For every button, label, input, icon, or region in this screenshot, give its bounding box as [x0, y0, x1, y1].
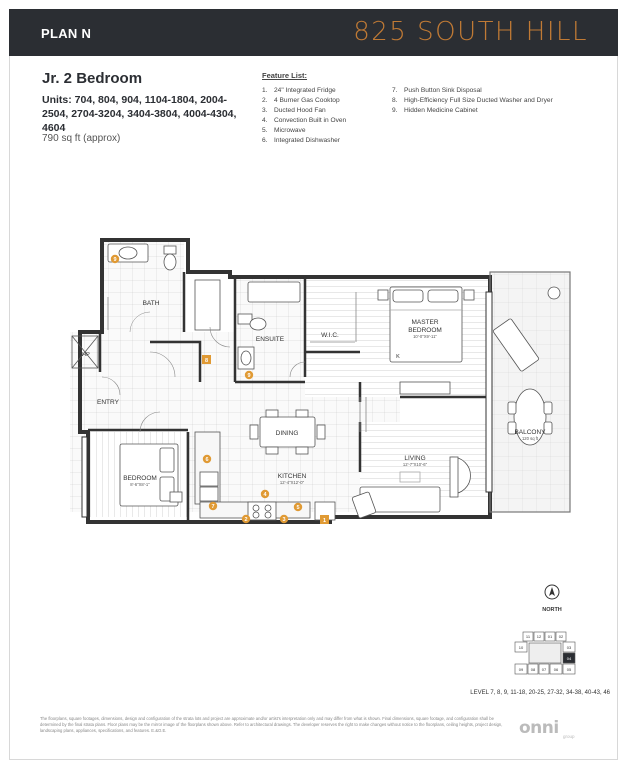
svg-text:9: 9	[113, 257, 117, 263]
key-cell-label: 09	[518, 667, 524, 672]
room-label-master-bedroom: BEDROOM	[408, 327, 442, 334]
compass-icon	[544, 584, 560, 600]
room-label-wic: W.I.C.	[321, 332, 339, 339]
units-list	[42, 93, 252, 135]
svg-text:9: 9	[247, 373, 251, 379]
feature-item: 3. Ducted Hood Fan	[262, 107, 326, 114]
feature-list	[262, 71, 602, 144]
levels-text: LEVEL 7, 8, 9, 11-18, 20-25, 27-32, 34-38, 40-43, 46	[470, 690, 610, 696]
room-label-k: K	[396, 354, 400, 360]
feature-item: 9. Hidden Medicine Cabinet	[392, 107, 478, 114]
feature-column-2	[392, 86, 553, 116]
svg-text:7: 7	[211, 504, 215, 510]
key-cell-label: 10	[518, 645, 524, 650]
floor-plan-drawing	[60, 232, 580, 532]
feature-item: 7. Push Button Sink Disposal	[392, 87, 482, 94]
key-cell-label: 01	[547, 634, 553, 639]
room-dim-living: 12'-7"X10'-6"	[402, 462, 428, 467]
feature-item: 4. Convection Built in Oven	[262, 117, 347, 124]
onni-logo-sub: group	[563, 734, 575, 739]
room-label-balcony: BALCONY	[514, 429, 546, 436]
key-cell-label: 02	[558, 634, 564, 639]
north-arrow	[534, 584, 570, 613]
feature-item: 8. High-Efficiency Full Size Ducted Washer and Dryer	[392, 97, 553, 104]
room-dim-bedroom: 8'-6"X8'-1"	[130, 482, 150, 487]
feature-list-title: Feature List:	[262, 71, 308, 80]
north-label: NORTH	[542, 607, 562, 613]
svg-text:1: 1	[322, 518, 327, 524]
svg-text:8: 8	[204, 358, 209, 364]
svg-text:5: 5	[296, 505, 300, 511]
key-cell-label: 03	[566, 645, 572, 650]
room-dim-balcony: 120 sq ft	[521, 436, 539, 441]
key-cell-label: 12	[536, 634, 542, 639]
room-label-bath: BATH	[142, 300, 160, 307]
svg-text:6: 6	[205, 457, 209, 463]
disclaimer: The floorplans, square footages, dimensions, design and configuration of the strata lots and project are approximate and/or artist's interpretation only and may differ from what is shown. Final dimensions, square footage, and configuration shall be determined by the final strata plans. Floor plans may be the mirror image of the floorplans shown above. Refer to architectural drawings. The developer reserves the right to make changes without notice to the floorplans, ceiling heights, project design, landscaping plans, appliances, specifications, and features. E.&O.E.	[40, 716, 503, 734]
key-plan	[505, 628, 585, 683]
key-cell-label: 05	[566, 667, 572, 672]
key-cell-label: 04	[566, 656, 572, 661]
room-dim-master: 10'-0"X9'-11"	[413, 334, 437, 339]
feature-column-1	[262, 86, 346, 146]
room-label-bedroom: BEDROOM	[123, 475, 157, 482]
plan-label: PLAN N	[41, 26, 92, 41]
room-label-kitchen: KITCHEN	[277, 473, 307, 480]
header-bar	[9, 9, 618, 56]
key-cell-label: 06	[553, 667, 559, 672]
units-label: Units:	[42, 94, 72, 106]
room-label-hp: HP	[82, 352, 90, 358]
svg-text:4: 4	[263, 492, 267, 498]
brand-logo-text: 825 SOUTH HILL	[353, 17, 588, 47]
key-cell-label: 11	[525, 634, 531, 639]
units-values: 704, 804, 904, 1104-1804, 2004-2504, 2704-3204, 3404-3804, 4004-4304, 4604	[42, 94, 237, 134]
svg-text:3: 3	[282, 517, 286, 523]
room-label-entry: ENTRY	[97, 399, 119, 406]
room-label-living: LIVING	[404, 455, 426, 462]
room-dim-kitchen: 12'-4"X12'-0"	[279, 480, 305, 485]
room-label-ensuite: ENSUITE	[255, 336, 285, 343]
feature-item: 6. Integrated Dishwasher	[262, 137, 340, 144]
feature-item: 2. 4 Burner Gas Cooktop	[262, 97, 340, 104]
onni-logo: onni	[519, 718, 559, 738]
unit-area: 790 sq ft (approx)	[42, 133, 121, 144]
unit-type-title: Jr. 2 Bedroom	[42, 70, 143, 87]
feature-item: 1. 24" Integrated Fridge	[262, 87, 336, 94]
svg-text:2: 2	[244, 517, 248, 523]
feature-item: 5. Microwave	[262, 127, 306, 134]
key-cell-label: 07	[541, 667, 547, 672]
room-label-dining: DINING	[275, 430, 299, 437]
key-cell-label: 08	[530, 667, 536, 672]
room-label-master: MASTER	[411, 319, 439, 326]
